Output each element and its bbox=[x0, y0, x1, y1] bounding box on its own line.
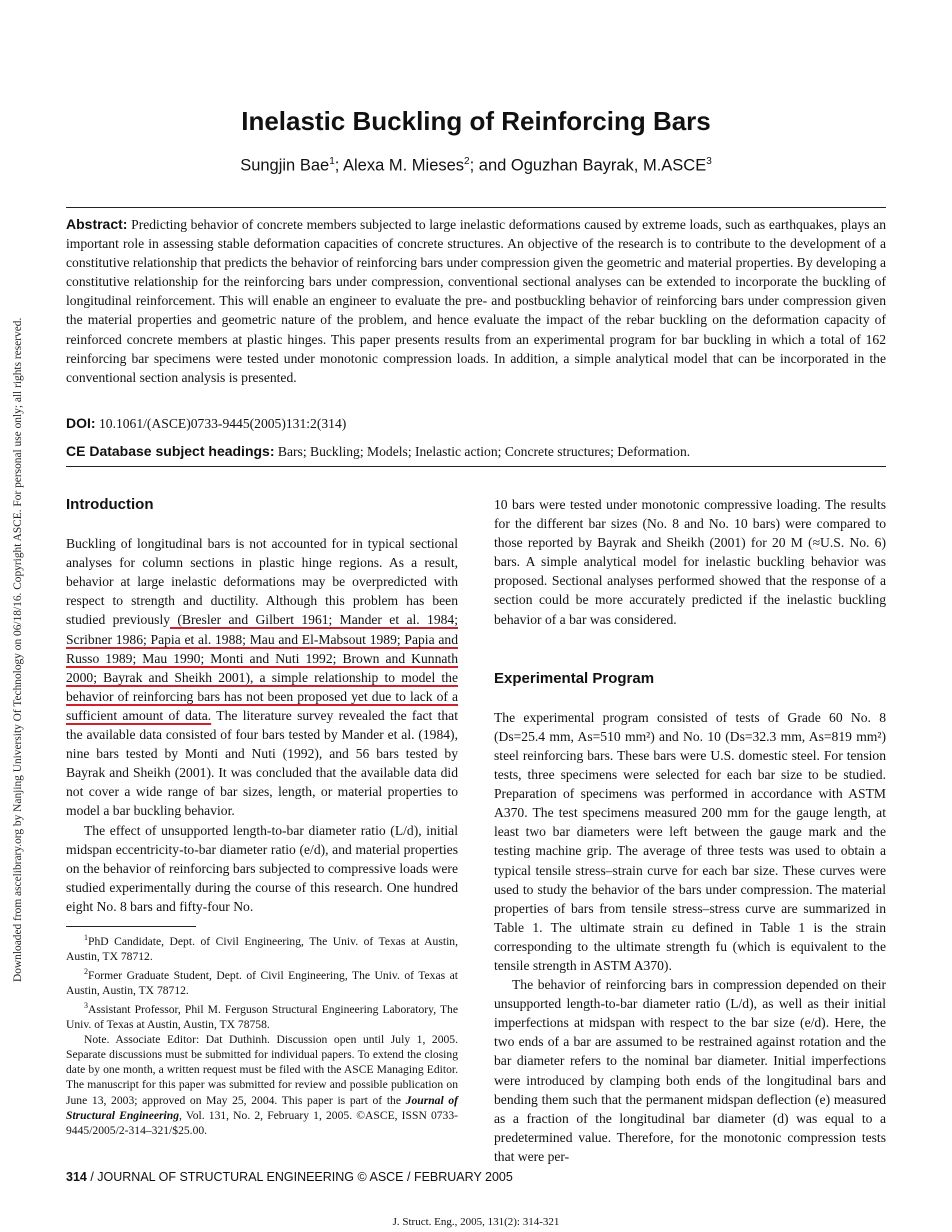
right-column bbox=[494, 495, 886, 1166]
abstract-text: Predicting behavior of concrete members subjected to large inelastic deformations caused by extreme loads, such as earthquakes, plays an important role in assessing stable deformation capacities of concrete structures. An objective of the research is to contribute to the development of a constitutive relationship that predicts the behavior of reinforcing bars under compression given the geometric and material properties. By developing a constitutive relationship for the reinforcing bars under compression, conventional sectional analyses can be extended to incorporate the buckling of longitudinal reinforcement. This will enable an engineer to evaluate the pre- and postbuckling behavior of reinforcing bars under compression given the material properties and geometric nature of the problem, and hence evaluate the impact of the rebar buckling on the deformation capacity of reinforced concrete members at plastic hinges. This paper presents results from an experimental program for bar buckling in which a total of 162 reinforcing bar specimens were tested under monotonic compression loads. In addition, a simple analytical model that can be incorporated in the conventional section analysis is presented. bbox=[66, 217, 886, 385]
footnote-rule bbox=[66, 926, 196, 927]
footnotes bbox=[66, 930, 458, 1138]
author-line: Sungjin Bae$^1$; Alexa M. Mieses$^2$; and Oguzhan Bayrak, M.ASCE$^3$ bbox=[240, 156, 712, 175]
page-footer bbox=[66, 1170, 513, 1184]
citation-footer: J. Struct. Eng., 2005, 131(2): 314-321 bbox=[392, 1216, 560, 1228]
left-column bbox=[66, 495, 458, 916]
journal-running-footer: / JOURNAL OF STRUCTURAL ENGINEERING © ASCE / FEBRUARY 2005 bbox=[86, 1170, 513, 1184]
paper-title: Inelastic Buckling of Reinforcing Bars bbox=[241, 106, 711, 136]
intro-paragraph-2: The effect of unsupported length-to-bar diameter ratio (L/d), initial midspan eccentricity-to-bar diameter ratio (e/d), and material properties on the behavior of reinforcing bars subjected to compressive loads were studied experimentally during the course of this research. One hundred eight No. 8 bars and fifty-four No. bbox=[66, 822, 458, 914]
section-heading-introduction: Introduction bbox=[66, 496, 154, 513]
top-rule bbox=[66, 207, 886, 208]
intro-paragraph-1: Buckling of longitudinal bars is not accounted for in typical sectional analyses for column sections in plastic hinge regions. As a result, behavior at large inelastic deformations may be overpredicted with respect to strength and ductility. Although this problem has been studied previously (Bresler and Gilbert 1961; Mander et al. 1984; Scribner 1986; Papia et al. 1988; Mau and El-Mabsout 1989; Papia and Russo 1989; Mau 1990; Monti and Nuti 1992; Brown and Kunnath 2000; Bayrak and Sheikh 2001), a simple relationship to model the behavior of reinforcing bars has not been proposed yet due to lack of a sufficient amount of data. The literature survey revealed the fact that the available data consisted of four bars tested by Mander et al. (1984), nine bars tested by Monti and Nuti (1992), and 56 bars tested by Bayrak and Sheikh (2001). It was concluded that the available data did not cover a wide range of bar sizes, length, or material properties to model a bar buckling behavior. bbox=[66, 536, 458, 819]
footnote-1: $^1$PhD Candidate, Dept. of Civil Engineering, The Univ. of Texas at Austin, Austin, TX 78712. bbox=[66, 933, 458, 963]
editorial-note: Note. Associate Editor: Dat Duthinh. Discussion open until July 1, 2005. Separate discussions must be submitted for individual papers. To extend the closing date by one month, a written request must be filed with the ASCE Managing Editor. The manuscript for this paper was submitted for review and possible publication on June 13, 2003; approved on May 25, 2004. This paper is part of the Journal of Structural Engineering, Vol. 131, No. 2, February 1, 2005. ©ASCE, ISSN 0733-9445/2005/2-314–321/$25.00. bbox=[66, 1033, 458, 1137]
experimental-paragraph-2: The behavior of reinforcing bars in compression depended on their unsupported length-to-bar diameter ratio (L/d), as well as their initial imperfections at midspan with respect to the bar size (e/d). Here, the two ends of a bar are assumed to be restrained against rotation and the bar diameter refers to the nominal bar diameter. Initial imperfections were introduced by clamping both ends of the longitudinal bars and bending them such that the permanent midspan deflection (e) measured as a fraction of the longitudinal bar diameter (d) was equal to a predetermined value. Therefore, for the monotonic compression tests that were per- bbox=[494, 977, 886, 1164]
subject-headings: CE Database subject headings: Bars; Buckling; Models; Inelastic action; Concrete structures; Deformation. bbox=[66, 443, 691, 459]
bottom-rule bbox=[66, 466, 886, 467]
footnote-3: $^3$Assistant Professor, Phil M. Ferguson Structural Engineering Laboratory, The Univ. of Texas at Austin, Austin, TX 78758. bbox=[66, 1001, 458, 1032]
intro-paragraph-3: 10 bars were tested under monotonic compressive loading. The results for the different bar sizes (No. 8 and No. 10 bars) were compared to those reported by Bayrak and Sheikh (2001) for 20 M (≈U.S. No. 6) bars. A simple analytical model for inelastic buckling behavior was proposed. Sectional analyses performed showed that the response of a section could be more accurately predicted if the inelastic buckling behavior of a bar was considered. bbox=[494, 497, 886, 627]
experimental-paragraph-1: The experimental program consisted of tests of Grade 60 No. 8 (Ds=25.4 mm, As=510 mm²) and No. 10 (Ds=32.3 mm, As=819 mm²) steel reinforcing bars. These bars were U.S. domestic steel. For tension tests, three specimens were selected for each bar size to be studied. Preparation of specimens was performed in accordance with ASTM A370. The test specimens measured 200 mm for the gauge length, at least two bar diameters were left between the gauge mark and the testing machine grip. The average of three tests was used to obtain a typical tensile stress–strain curve for each bar size. These curves were used to study the behavior of the bars under compression. The material properties of bars from tensile stress–stress curve are summarized in Table 1. The ultimate strain εu defined in Table 1 is the strain corresponding to the ultimate strength fu (which is equivalent to the tensile strength in ASTM A370). bbox=[494, 709, 886, 973]
abstract-label: Abstract: bbox=[66, 216, 128, 232]
doi-line: DOI: 10.1061/(ASCE)0733-9445(2005)131:2(314) bbox=[66, 415, 347, 431]
page-number: 314 bbox=[66, 1170, 87, 1184]
section-heading-experimental-program: Experimental Program bbox=[494, 669, 655, 687]
footnote-2: $^2$Former Graduate Student, Dept. of Civil Engineering, The Univ. of Texas at Austin, Austin, TX 78712. bbox=[66, 967, 458, 997]
abstract bbox=[66, 215, 886, 387]
download-notice: Downloaded from ascelibrary.org by Nanjing University Of Technology on 06/18/16. Copyright ASCE. For personal use only; all rights reserved. bbox=[12, 317, 24, 982]
highlighted-citations: (Bresler and Gilbert 1961; Mander et al. 1984; Scribner 1986; Papia et al. 1988; Mau and El-Mabsout 1989; Papia and Russo 1989; Mau 1990; Monti and Nuti 1992; Brown and Kunnath 2000; Bayrak and Sheikh 2001), a simple relationship to model the behavior of reinforcing bars has not been proposed yet due to lack of a sufficient amount of data. bbox=[66, 612, 458, 723]
